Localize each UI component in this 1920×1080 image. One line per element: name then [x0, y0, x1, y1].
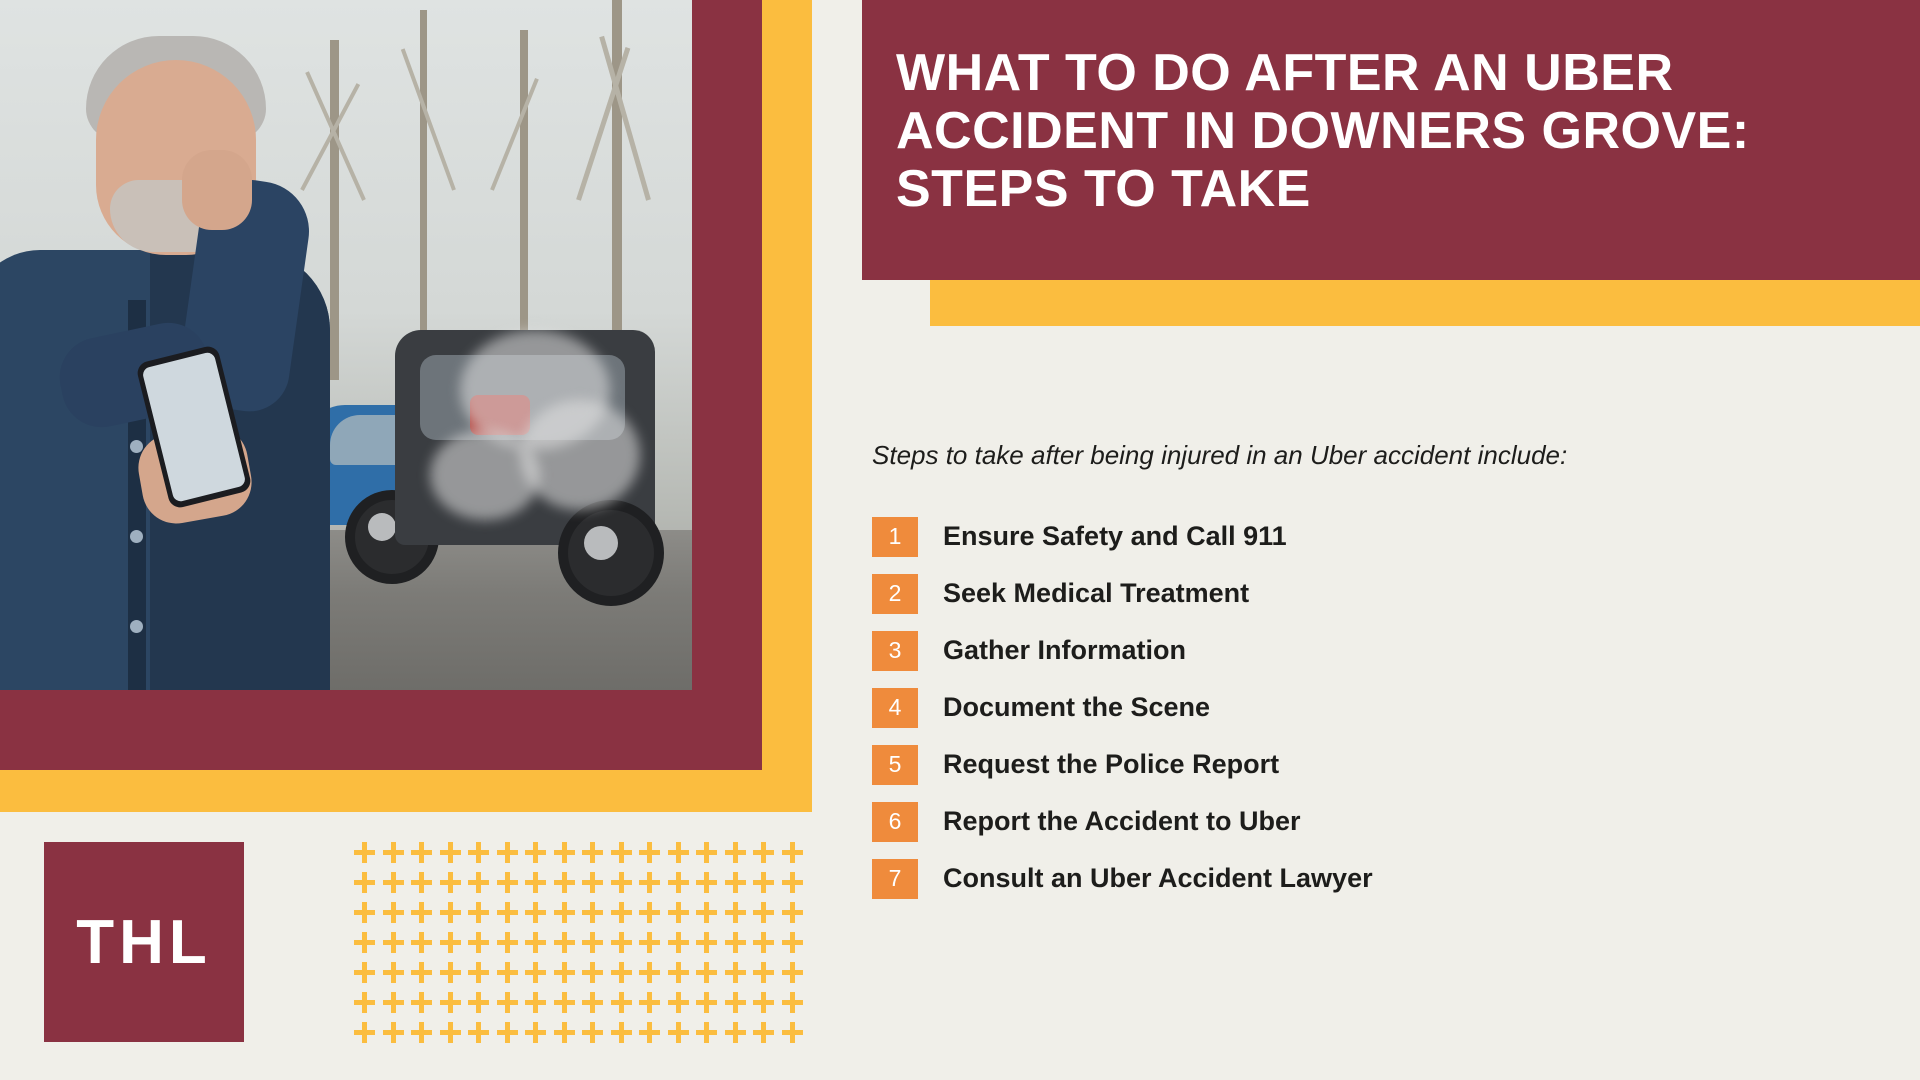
- plus-icon: [523, 840, 551, 868]
- plus-icon: [580, 990, 608, 1018]
- plus-icon: [723, 930, 751, 958]
- plus-icon: [523, 960, 551, 988]
- dark-car-hubcap: [584, 526, 618, 560]
- plus-icon: [609, 960, 637, 988]
- plus-icon: [352, 930, 380, 958]
- plus-icon: [552, 870, 580, 898]
- plus-icon: [381, 990, 409, 1018]
- plus-icon: [780, 930, 808, 958]
- blue-car-hubcap: [368, 513, 396, 541]
- plus-icon: [580, 960, 608, 988]
- plus-icon: [466, 930, 494, 958]
- plus-icon: [409, 990, 437, 1018]
- step-number-badge: 2: [872, 574, 918, 614]
- plus-icon: [751, 900, 779, 928]
- plus-icon: [352, 960, 380, 988]
- step-label: Gather Information: [943, 635, 1187, 665]
- man-shirt-button-3: [130, 530, 143, 543]
- plus-icon: [495, 930, 523, 958]
- plus-icon: [694, 990, 722, 1018]
- plus-icon: [637, 870, 665, 898]
- plus-icon: [723, 960, 751, 988]
- plus-icon: [495, 990, 523, 1018]
- plus-icon: [580, 840, 608, 868]
- step-number-badge: 7: [872, 859, 918, 899]
- plus-icon: [552, 1020, 580, 1048]
- steps-list: [872, 508, 1872, 907]
- header-accent-bar: [930, 280, 1920, 326]
- plus-icon: [523, 1020, 551, 1048]
- plus-icon: [352, 990, 380, 1018]
- step-label: Ensure Safety and Call 911: [943, 521, 1287, 551]
- step-number-badge: 4: [872, 688, 918, 728]
- plus-icon: [352, 1020, 380, 1048]
- step-row: [872, 622, 1872, 679]
- plus-icon: [580, 930, 608, 958]
- plus-icon: [780, 960, 808, 988]
- plus-icon: [637, 840, 665, 868]
- plus-icon: [751, 990, 779, 1018]
- plus-icon: [751, 840, 779, 868]
- plus-icon: [694, 1020, 722, 1048]
- plus-icon: [666, 960, 694, 988]
- plus-icon: [666, 990, 694, 1018]
- step-row: [872, 565, 1872, 622]
- plus-icon: [552, 840, 580, 868]
- step-row: [872, 508, 1872, 565]
- step-label: Request the Police Report: [943, 749, 1280, 779]
- plus-icon: [409, 930, 437, 958]
- tree-trunk-4: [612, 0, 622, 350]
- plus-icon: [751, 1020, 779, 1048]
- plus-icon: [723, 1020, 751, 1048]
- plus-icon: [466, 840, 494, 868]
- plus-icon: [495, 870, 523, 898]
- plus-icon: [438, 900, 466, 928]
- plus-icon: [438, 930, 466, 958]
- step-label: Report the Accident to Uber: [943, 806, 1301, 836]
- tree-trunk-3: [520, 30, 528, 350]
- plus-icon: [523, 870, 551, 898]
- plus-icon: [438, 870, 466, 898]
- man-shirt-button-2: [130, 440, 143, 453]
- step-number-badge: 3: [872, 631, 918, 671]
- step-row: [872, 850, 1872, 907]
- plus-icon: [381, 1020, 409, 1048]
- plus-icon: [352, 840, 380, 868]
- step-label: Seek Medical Treatment: [943, 578, 1250, 608]
- plus-icon: [780, 1020, 808, 1048]
- plus-icon: [609, 1020, 637, 1048]
- plus-icon: [552, 960, 580, 988]
- intro-text: Steps to take after being injured in an Uber accident include:: [872, 440, 1568, 470]
- step-label: Document the Scene: [943, 692, 1211, 722]
- plus-icon: [409, 960, 437, 988]
- smoke-plume-3: [430, 430, 540, 520]
- plus-icon: [637, 930, 665, 958]
- plus-icon: [466, 990, 494, 1018]
- plus-icon: [637, 990, 665, 1018]
- plus-icon: [523, 930, 551, 958]
- page-title: WHAT TO DO AFTER AN UBER ACCIDENT IN DOWNERS GROVE: STEPS TO TAKE: [896, 44, 1750, 219]
- plus-icon: [694, 840, 722, 868]
- plus-icon: [609, 930, 637, 958]
- plus-icon: [694, 930, 722, 958]
- accident-photo: [0, 0, 692, 690]
- plus-icon: [723, 840, 751, 868]
- plus-icon: [609, 900, 637, 928]
- plus-icon: [694, 870, 722, 898]
- plus-icon: [409, 840, 437, 868]
- step-number-badge: 1: [872, 517, 918, 557]
- plus-icon: [580, 900, 608, 928]
- plus-icon: [438, 960, 466, 988]
- plus-icon: [381, 870, 409, 898]
- plus-icon: [438, 1020, 466, 1048]
- plus-icon: [466, 870, 494, 898]
- plus-icon: [609, 990, 637, 1018]
- plus-icon: [438, 990, 466, 1018]
- plus-icon: [780, 840, 808, 868]
- plus-icon: [666, 930, 694, 958]
- man-shirt-button-4: [130, 620, 143, 633]
- plus-icon: [409, 1020, 437, 1048]
- plus-icon: [780, 870, 808, 898]
- plus-icon: [637, 960, 665, 988]
- plus-icon: [466, 960, 494, 988]
- plus-icon: [666, 840, 694, 868]
- plus-icon: [381, 960, 409, 988]
- plus-icon: [495, 900, 523, 928]
- plus-icon: [381, 930, 409, 958]
- step-number-badge: 5: [872, 745, 918, 785]
- plus-icon: [780, 900, 808, 928]
- step-number-badge: 6: [872, 802, 918, 842]
- plus-icon: [723, 870, 751, 898]
- plus-icon: [751, 870, 779, 898]
- plus-icon: [552, 930, 580, 958]
- thl-logo: [44, 842, 244, 1042]
- plus-icon: [637, 900, 665, 928]
- plus-icon: [552, 990, 580, 1018]
- plus-icon: [723, 900, 751, 928]
- plus-pattern-decoration: [352, 840, 808, 1050]
- step-row: [872, 736, 1872, 793]
- plus-icon: [552, 900, 580, 928]
- plus-icon: [609, 840, 637, 868]
- plus-icon: [609, 870, 637, 898]
- plus-icon: [751, 930, 779, 958]
- step-row: [872, 679, 1872, 736]
- step-label: Consult an Uber Accident Lawyer: [943, 863, 1373, 893]
- step-row: [872, 793, 1872, 850]
- plus-icon: [694, 960, 722, 988]
- plus-icon: [466, 1020, 494, 1048]
- plus-icon: [495, 840, 523, 868]
- plus-icon: [694, 900, 722, 928]
- tree-trunk-2: [420, 10, 427, 340]
- plus-icon: [523, 900, 551, 928]
- plus-icon: [495, 1020, 523, 1048]
- plus-icon: [666, 900, 694, 928]
- plus-icon: [723, 990, 751, 1018]
- man-hand-on-neck: [182, 150, 252, 230]
- logo-text: THL: [76, 907, 212, 977]
- smoke-plume-2: [520, 400, 640, 510]
- plus-icon: [495, 960, 523, 988]
- plus-icon: [352, 870, 380, 898]
- plus-icon: [523, 990, 551, 1018]
- plus-icon: [409, 870, 437, 898]
- plus-icon: [466, 900, 494, 928]
- plus-icon: [352, 900, 380, 928]
- plus-icon: [381, 900, 409, 928]
- plus-icon: [438, 840, 466, 868]
- plus-icon: [580, 870, 608, 898]
- plus-icon: [666, 1020, 694, 1048]
- plus-icon: [751, 960, 779, 988]
- plus-icon: [381, 840, 409, 868]
- plus-icon: [780, 990, 808, 1018]
- plus-icon: [580, 1020, 608, 1048]
- tree-trunk-1: [330, 40, 339, 380]
- plus-icon: [637, 1020, 665, 1048]
- plus-icon: [666, 870, 694, 898]
- plus-icon: [409, 900, 437, 928]
